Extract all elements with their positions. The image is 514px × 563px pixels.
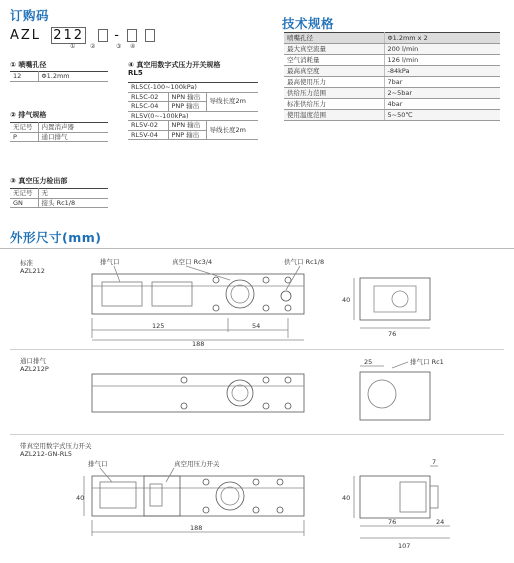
switch-table [128, 82, 258, 140]
sw-dim-40: 40 [76, 494, 85, 502]
divider-1 [10, 349, 504, 350]
table-row: 最高使用压力 7bar [284, 77, 500, 88]
std-exhaust-label: 排气口 [100, 258, 120, 266]
exhaust-table [10, 122, 108, 142]
sw-dim-24: 24 [436, 518, 445, 526]
std-dim-76: 76 [388, 330, 397, 338]
divider-2 [10, 434, 504, 435]
code-box-2 [98, 29, 108, 42]
table-row: 空气消耗量 126 l/min [284, 55, 500, 66]
table-row: P 通口排气 [10, 132, 108, 142]
order-code-title: 订购码 [10, 8, 50, 23]
table-row: 最大真空流量 200 l/min [284, 44, 500, 55]
table-row: 无记号 内置消声器 [10, 123, 108, 133]
table-row: 12 Φ1.2mm [10, 72, 108, 82]
port-dim-25: 25 [364, 358, 373, 366]
nozzle-table [10, 71, 108, 82]
sw-dim-107: 107 [398, 542, 411, 550]
vacuum-port-circle [226, 280, 254, 308]
port-body [92, 374, 304, 412]
table-row: 供给压力范围 2~5bar [284, 88, 500, 99]
sw-dim-188: 188 [190, 524, 203, 532]
std-supply-label: 供气口 Rc1/8 [284, 258, 325, 266]
sw-model: AZL212-GN-RL5 [20, 450, 73, 458]
marker-2: ② [90, 43, 96, 50]
marker-3: ③ [116, 43, 122, 50]
code-model: 212 [53, 28, 85, 43]
switch-title: ④ 真空用数字式压力开关规格 [128, 61, 221, 69]
table-row: 喷嘴孔径 Φ1.2mm x 2 [284, 33, 500, 44]
table-row: GN 接头 Rc1/8 [10, 198, 108, 208]
specs-table [284, 32, 500, 121]
table-row: RL5C(-100~100kPa) [128, 83, 258, 93]
table-row: RL5C-02 NPN 输出 导线长度2m [128, 92, 258, 102]
std-dim-125: 125 [152, 322, 165, 330]
table-row: RL5V(0~-100kPa) [128, 111, 258, 121]
dimensions-rule [0, 248, 514, 249]
code-box-3 [127, 29, 137, 42]
code-prefix: AZL [10, 28, 42, 43]
std-side-view [360, 278, 430, 320]
std-dim-54: 54 [252, 322, 261, 330]
dimensions-title: 外形尺寸(mm) [10, 230, 102, 245]
std-body [92, 274, 304, 314]
sw-dim-76: 76 [388, 518, 397, 526]
sw-switch-label: 真空用压力开关 [174, 460, 220, 468]
marker-4: ④ [130, 43, 136, 50]
port-side-view [360, 372, 430, 420]
table-row: RL5V-04 PNP 输出 [128, 130, 258, 140]
table-row: 使用温度范围 5~50℃ [284, 110, 500, 121]
table-row: 无记号 无 [10, 189, 108, 199]
exhaust-title: ② 排气规格 [10, 111, 47, 119]
port-label: 通口排气 [20, 357, 46, 365]
port-model: AZL212P [20, 365, 49, 373]
sw-side-dim-40: 40 [342, 494, 351, 502]
code-box-4 [145, 29, 155, 42]
sw-label: 带真空用数字式压力开关 [20, 442, 92, 450]
table-row: RL5V-02 NPN 输出 导线长度2m [128, 121, 258, 131]
std-dim-40: 40 [342, 296, 351, 304]
switch-title-model: RL5 [128, 69, 143, 77]
std-drawing [80, 256, 510, 346]
std-model: AZL212 [20, 267, 45, 275]
nozzle-title: ① 喷嘴孔径 [10, 61, 47, 69]
code-dash: - [114, 28, 121, 43]
std-dim-188: 188 [192, 340, 205, 346]
table-row: RL5C-04 PNP 输出 [128, 102, 258, 112]
order-code [10, 28, 155, 43]
vacuum-title: ③ 真空压力检出部 [10, 177, 68, 185]
sw-drawing [70, 456, 510, 560]
table-row: 最高真空度 -84kPa [284, 66, 500, 77]
marker-1: ① [70, 43, 76, 50]
vacuum-table [10, 188, 108, 208]
std-vacuum-label: 真空口 Rc3/4 [172, 258, 213, 266]
port-drawing [80, 356, 510, 432]
sw-exhaust-label: 排气口 [88, 460, 108, 468]
std-label: 标准 [20, 259, 33, 267]
specs-title: 技术规格 [282, 16, 335, 31]
port-exhaust-label: 排气口 Rc1 [410, 358, 444, 366]
table-row: 标准供给压力 4bar [284, 99, 500, 110]
sw-dim-7: 7 [432, 458, 437, 466]
